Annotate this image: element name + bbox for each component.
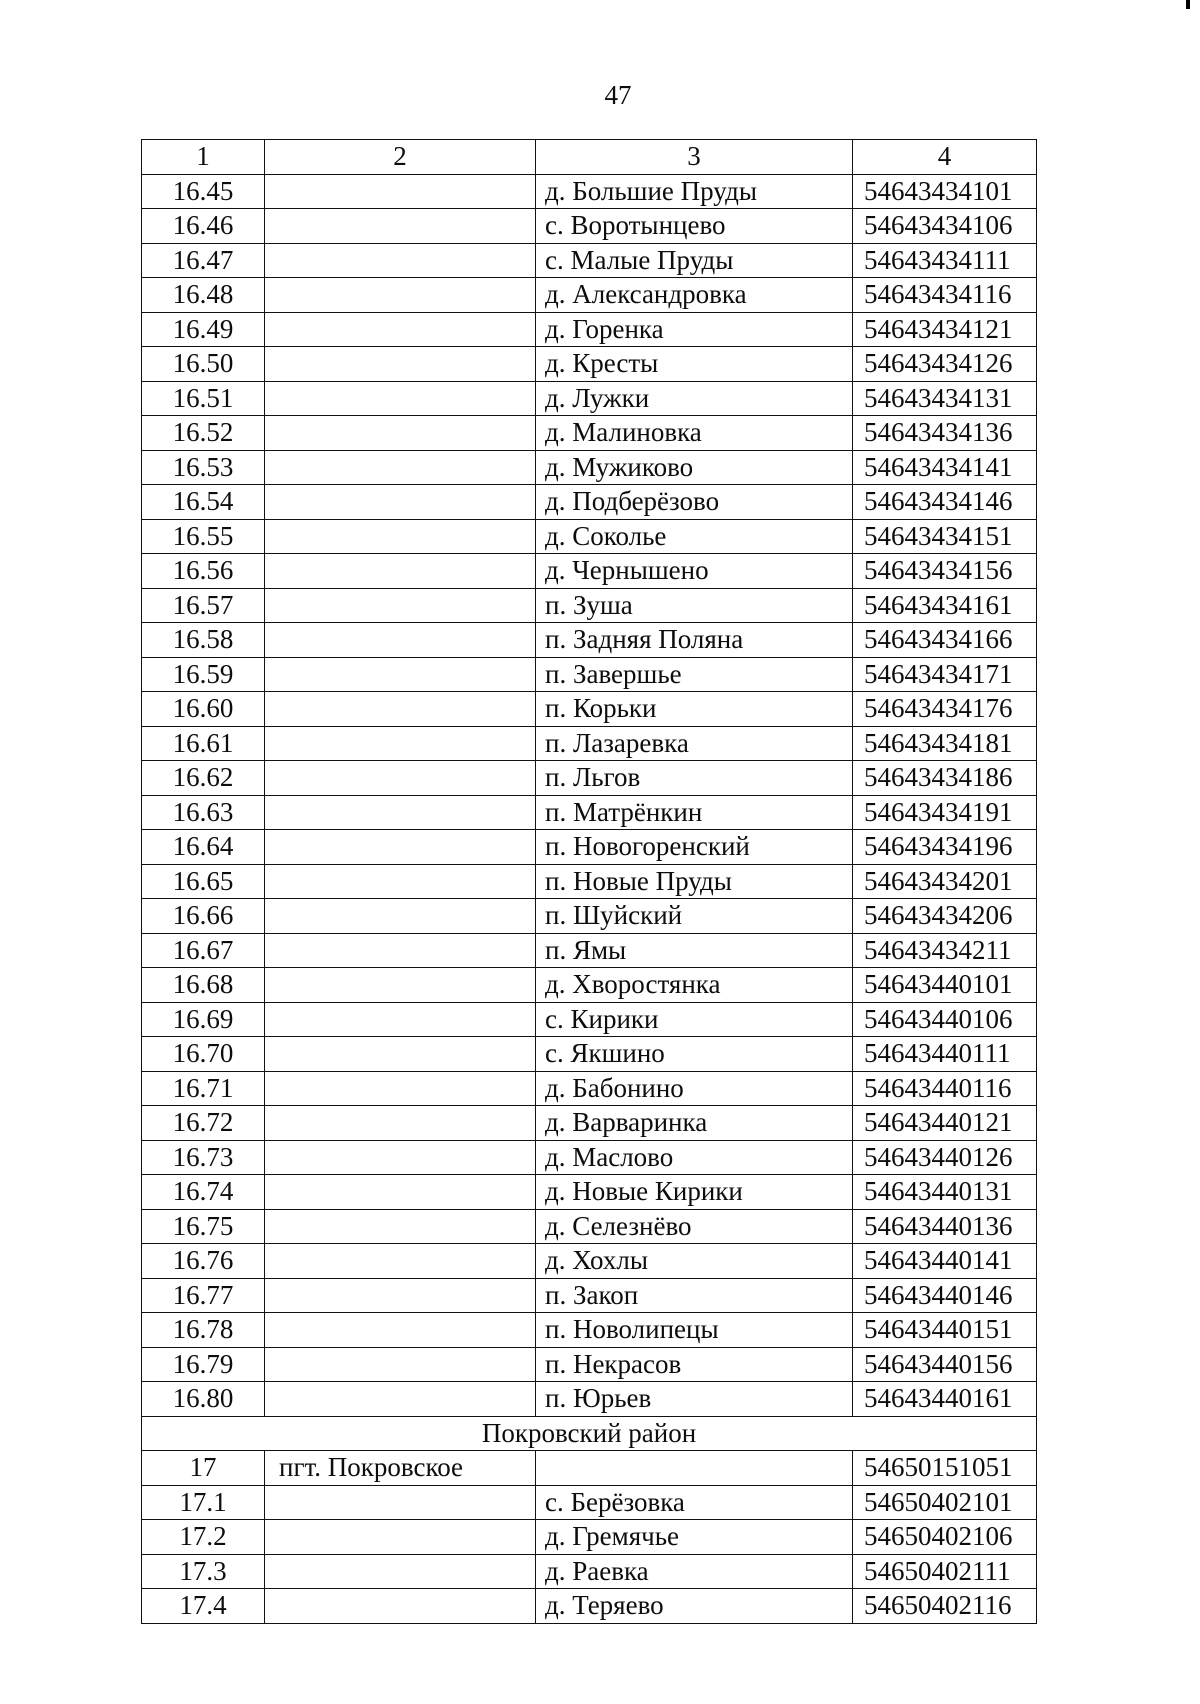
table-row <box>142 1347 1037 1382</box>
table-row <box>142 209 1037 244</box>
cell-code: 54650402116 <box>853 1589 1037 1624</box>
cell-code: 54643440106 <box>853 1002 1037 1037</box>
cell-municipality <box>265 1140 536 1175</box>
cell-number: 16.59 <box>142 657 265 692</box>
cell-code: 54643440146 <box>853 1278 1037 1313</box>
cell-settlement: с. Малые Пруды <box>536 243 853 278</box>
cell-municipality <box>265 1037 536 1072</box>
table-row <box>142 1175 1037 1210</box>
cell-code: 54643434121 <box>853 312 1037 347</box>
cell-code: 54643440161 <box>853 1382 1037 1417</box>
cell-settlement: п. Юрьев <box>536 1382 853 1417</box>
cell-settlement: д. Новые Кирики <box>536 1175 853 1210</box>
table-row <box>142 1037 1037 1072</box>
cell-municipality <box>265 485 536 520</box>
table-row <box>142 1382 1037 1417</box>
table-row <box>142 1554 1037 1589</box>
cell-settlement: п. Новые Пруды <box>536 864 853 899</box>
cell-number: 16.65 <box>142 864 265 899</box>
cell-code: 54650402111 <box>853 1554 1037 1589</box>
cell-settlement: п. Новогоренский <box>536 830 853 865</box>
table-row <box>142 381 1037 416</box>
cell-number: 17.4 <box>142 1589 265 1624</box>
cell-settlement: д. Теряево <box>536 1589 853 1624</box>
cell-municipality <box>265 1209 536 1244</box>
cell-settlement: п. Задняя Поляна <box>536 623 853 658</box>
cell-number: 16.71 <box>142 1071 265 1106</box>
cell-settlement: п. Корьки <box>536 692 853 727</box>
header-col-1: 1 <box>142 140 265 175</box>
section-row <box>142 1416 1037 1451</box>
table-row <box>142 830 1037 865</box>
cell-code: 54643440121 <box>853 1106 1037 1141</box>
table-row <box>142 623 1037 658</box>
cell-municipality <box>265 347 536 382</box>
table-row <box>142 1209 1037 1244</box>
cell-municipality <box>265 554 536 589</box>
table-row <box>142 1451 1037 1486</box>
cell-settlement: п. Новолипецы <box>536 1313 853 1348</box>
cell-settlement: д. Бабонино <box>536 1071 853 1106</box>
cell-municipality <box>265 726 536 761</box>
cell-number: 17.3 <box>142 1554 265 1589</box>
cell-settlement: с. Воротынцево <box>536 209 853 244</box>
cell-code: 54643440101 <box>853 968 1037 1003</box>
cell-number: 16.79 <box>142 1347 265 1382</box>
table-row <box>142 1140 1037 1175</box>
table-row <box>142 1589 1037 1624</box>
cell-code: 54643434136 <box>853 416 1037 451</box>
cell-municipality <box>265 795 536 830</box>
cell-code: 54643440156 <box>853 1347 1037 1382</box>
table-row <box>142 1313 1037 1348</box>
section-title: Покровский район <box>142 1416 1037 1451</box>
cell-settlement: п. Лазаревка <box>536 726 853 761</box>
table-row <box>142 278 1037 313</box>
cell-municipality <box>265 864 536 899</box>
cell-number: 16.49 <box>142 312 265 347</box>
table-row <box>142 692 1037 727</box>
cell-municipality <box>265 416 536 451</box>
cell-number: 16.62 <box>142 761 265 796</box>
cell-code: 54643434101 <box>853 174 1037 209</box>
scan-mark <box>1186 0 1190 9</box>
cell-code: 54643434211 <box>853 933 1037 968</box>
cell-municipality <box>265 1071 536 1106</box>
cell-code: 54643434146 <box>853 485 1037 520</box>
cell-municipality <box>265 278 536 313</box>
cell-municipality: пгт. Покровское <box>265 1451 536 1486</box>
cell-municipality <box>265 968 536 1003</box>
cell-number: 16.69 <box>142 1002 265 1037</box>
cell-settlement: д. Соколье <box>536 519 853 554</box>
cell-number: 16.75 <box>142 1209 265 1244</box>
cell-code: 54643434116 <box>853 278 1037 313</box>
cell-number: 16.52 <box>142 416 265 451</box>
cell-municipality <box>265 1106 536 1141</box>
table-row <box>142 864 1037 899</box>
cell-municipality <box>265 1347 536 1382</box>
cell-settlement: с. Якшино <box>536 1037 853 1072</box>
cell-municipality <box>265 1002 536 1037</box>
cell-municipality <box>265 1589 536 1624</box>
cell-code: 54643434161 <box>853 588 1037 623</box>
cell-number: 16.80 <box>142 1382 265 1417</box>
cell-code: 54643434131 <box>853 381 1037 416</box>
table-row <box>142 312 1037 347</box>
cell-settlement: д. Большие Пруды <box>536 174 853 209</box>
cell-municipality <box>265 174 536 209</box>
cell-settlement: п. Некрасов <box>536 1347 853 1382</box>
cell-settlement: д. Горенка <box>536 312 853 347</box>
cell-municipality <box>265 657 536 692</box>
cell-number: 16.77 <box>142 1278 265 1313</box>
cell-municipality <box>265 1485 536 1520</box>
cell-municipality <box>265 1554 536 1589</box>
cell-code: 54643434196 <box>853 830 1037 865</box>
cell-number: 16.50 <box>142 347 265 382</box>
cell-code: 54643434176 <box>853 692 1037 727</box>
cell-settlement: п. Ямы <box>536 933 853 968</box>
cell-number: 16.47 <box>142 243 265 278</box>
header-col-4: 4 <box>853 140 1037 175</box>
table-row <box>142 1071 1037 1106</box>
cell-number: 16.72 <box>142 1106 265 1141</box>
cell-settlement: п. Зуша <box>536 588 853 623</box>
table-row <box>142 657 1037 692</box>
table-row <box>142 1002 1037 1037</box>
cell-code: 54643434141 <box>853 450 1037 485</box>
cell-number: 16.51 <box>142 381 265 416</box>
cell-number: 16.55 <box>142 519 265 554</box>
cell-number: 16.78 <box>142 1313 265 1348</box>
cell-settlement: д. Подберёзово <box>536 485 853 520</box>
cell-code: 54643440111 <box>853 1037 1037 1072</box>
cell-code: 54643434111 <box>853 243 1037 278</box>
table-row <box>142 1278 1037 1313</box>
cell-number: 16.48 <box>142 278 265 313</box>
cell-settlement: д. Хворостянка <box>536 968 853 1003</box>
cell-settlement: д. Мужиково <box>536 450 853 485</box>
cell-municipality <box>265 243 536 278</box>
cell-settlement: д. Хохлы <box>536 1244 853 1279</box>
cell-number: 17.1 <box>142 1485 265 1520</box>
cell-code: 54650151051 <box>853 1451 1037 1486</box>
page-number: 47 <box>604 80 632 110</box>
cell-municipality <box>265 519 536 554</box>
table-row <box>142 1485 1037 1520</box>
cell-settlement: д. Лужки <box>536 381 853 416</box>
cell-municipality <box>265 381 536 416</box>
cell-code: 54643434151 <box>853 519 1037 554</box>
cell-code: 54650402106 <box>853 1520 1037 1555</box>
cell-code: 54643434201 <box>853 864 1037 899</box>
cell-code: 54650402101 <box>853 1485 1037 1520</box>
cell-code: 54643434106 <box>853 209 1037 244</box>
cell-number: 17 <box>142 1451 265 1486</box>
cell-number: 16.60 <box>142 692 265 727</box>
cell-settlement: д. Кресты <box>536 347 853 382</box>
cell-number: 16.67 <box>142 933 265 968</box>
table-row <box>142 968 1037 1003</box>
cell-code: 54643440141 <box>853 1244 1037 1279</box>
cell-municipality <box>265 450 536 485</box>
cell-settlement: д. Маслово <box>536 1140 853 1175</box>
cell-code: 54643434181 <box>853 726 1037 761</box>
table-row <box>142 726 1037 761</box>
cell-settlement: д. Чернышено <box>536 554 853 589</box>
cell-municipality <box>265 1520 536 1555</box>
cell-code: 54643434206 <box>853 899 1037 934</box>
cell-code: 54643440151 <box>853 1313 1037 1348</box>
cell-municipality <box>265 761 536 796</box>
table-row <box>142 347 1037 382</box>
cell-municipality <box>265 1244 536 1279</box>
cell-code: 54643434156 <box>853 554 1037 589</box>
table-row <box>142 1244 1037 1279</box>
cell-number: 16.74 <box>142 1175 265 1210</box>
cell-number: 16.46 <box>142 209 265 244</box>
cell-municipality <box>265 623 536 658</box>
table-row <box>142 243 1037 278</box>
cell-municipality <box>265 588 536 623</box>
cell-code: 54643440131 <box>853 1175 1037 1210</box>
cell-settlement: с. Кирики <box>536 1002 853 1037</box>
cell-municipality <box>265 1382 536 1417</box>
cell-code: 54643434126 <box>853 347 1037 382</box>
table-row <box>142 933 1037 968</box>
cell-municipality <box>265 1313 536 1348</box>
cell-settlement: с. Берёзовка <box>536 1485 853 1520</box>
cell-settlement: п. Закоп <box>536 1278 853 1313</box>
cell-number: 16.61 <box>142 726 265 761</box>
table-row <box>142 554 1037 589</box>
cell-code: 54643434191 <box>853 795 1037 830</box>
table-row <box>142 899 1037 934</box>
header-col-3: 3 <box>536 140 853 175</box>
cell-settlement: п. Шуйский <box>536 899 853 934</box>
cell-number: 16.58 <box>142 623 265 658</box>
cell-code: 54643434171 <box>853 657 1037 692</box>
cell-number: 17.2 <box>142 1520 265 1555</box>
cell-settlement: д. Раевка <box>536 1554 853 1589</box>
cell-municipality <box>265 1278 536 1313</box>
cell-code: 54643440116 <box>853 1071 1037 1106</box>
settlements-table <box>141 139 1037 1624</box>
table-row <box>142 761 1037 796</box>
table-row <box>142 1520 1037 1555</box>
cell-number: 16.73 <box>142 1140 265 1175</box>
cell-number: 16.54 <box>142 485 265 520</box>
table-row <box>142 1106 1037 1141</box>
cell-number: 16.63 <box>142 795 265 830</box>
header-row <box>142 140 1037 175</box>
cell-settlement: д. Варваринка <box>536 1106 853 1141</box>
cell-code: 54643434186 <box>853 761 1037 796</box>
cell-settlement: п. Завершье <box>536 657 853 692</box>
cell-settlement: п. Льгов <box>536 761 853 796</box>
cell-code: 54643440136 <box>853 1209 1037 1244</box>
cell-municipality <box>265 1175 536 1210</box>
cell-municipality <box>265 830 536 865</box>
cell-number: 16.68 <box>142 968 265 1003</box>
cell-municipality <box>265 209 536 244</box>
table-row <box>142 588 1037 623</box>
table-body <box>142 174 1037 1623</box>
cell-number: 16.66 <box>142 899 265 934</box>
cell-number: 16.76 <box>142 1244 265 1279</box>
cell-number: 16.64 <box>142 830 265 865</box>
table-row <box>142 795 1037 830</box>
table-row <box>142 416 1037 451</box>
cell-code: 54643434166 <box>853 623 1037 658</box>
cell-number: 16.45 <box>142 174 265 209</box>
table-row <box>142 450 1037 485</box>
cell-number: 16.70 <box>142 1037 265 1072</box>
cell-settlement: д. Селезнёво <box>536 1209 853 1244</box>
header-col-2: 2 <box>265 140 536 175</box>
cell-number: 16.57 <box>142 588 265 623</box>
cell-municipality <box>265 312 536 347</box>
cell-code: 54643440126 <box>853 1140 1037 1175</box>
cell-settlement: д. Гремячье <box>536 1520 853 1555</box>
cell-settlement: д. Малиновка <box>536 416 853 451</box>
cell-settlement <box>536 1451 853 1486</box>
table-row <box>142 174 1037 209</box>
cell-number: 16.53 <box>142 450 265 485</box>
table-row <box>142 519 1037 554</box>
cell-municipality <box>265 933 536 968</box>
cell-municipality <box>265 899 536 934</box>
cell-settlement: д. Александровка <box>536 278 853 313</box>
cell-number: 16.56 <box>142 554 265 589</box>
cell-settlement: п. Матрёнкин <box>536 795 853 830</box>
table-row <box>142 485 1037 520</box>
cell-municipality <box>265 692 536 727</box>
